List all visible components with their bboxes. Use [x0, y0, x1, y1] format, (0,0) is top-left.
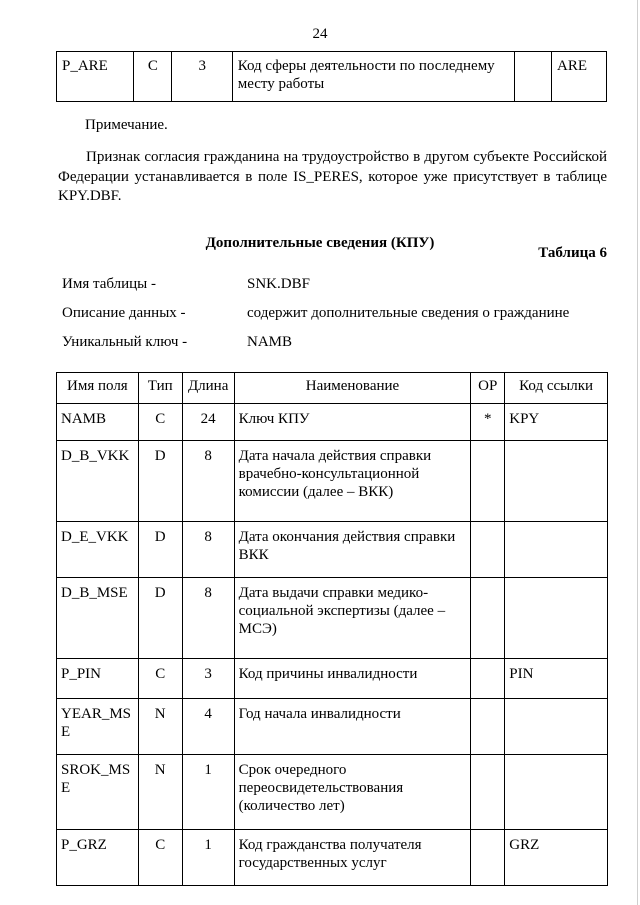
field-name-cell: SROK_MSE [57, 755, 139, 830]
table-row [57, 522, 608, 578]
meta-key-value: NAMB [247, 334, 293, 350]
op-cell [471, 830, 505, 886]
description-cell: Код сферы деятельности по последнему месту работы [232, 52, 514, 102]
field-name-cell: D_E_VKK [57, 522, 139, 578]
length-cell: 8 [182, 441, 234, 522]
type-cell: D [138, 522, 182, 578]
col-header-field: Имя поля [57, 373, 139, 404]
meta-desc-label: Описание данных - [62, 305, 186, 321]
ref-cell [505, 578, 608, 659]
length-cell: 8 [182, 578, 234, 659]
col-header-name: Наименование [234, 373, 471, 404]
note-text: Признак согласия гражданина на трудоустройство в другом субъекте Российской Федерации устанавливается в поле IS_PERES, которое уже присутствует в таблице KPY.DBF. [58, 149, 607, 204]
field-name-cell: D_B_MSE [57, 578, 139, 659]
table-row [57, 404, 608, 441]
meta-name-value: SNK.DBF [247, 276, 310, 292]
type-cell: C [133, 52, 171, 102]
op-cell [471, 522, 505, 578]
field-name-cell: YEAR_MSE [57, 699, 139, 755]
description-cell: Код гражданства получателя государственных услуг [234, 830, 471, 886]
type-cell: C [138, 830, 182, 886]
meta-name-label: Имя таблицы - [62, 276, 156, 292]
description-cell: Дата начала действия справки врачебно-консультационной комиссии (далее – ВКК) [234, 441, 471, 522]
col-header-op: ОР [471, 373, 505, 404]
table-row [57, 699, 608, 755]
length-cell: 4 [182, 699, 234, 755]
op-cell: * [471, 404, 505, 441]
note-label: Примечание. [85, 117, 168, 133]
table-number: Таблица 6 [538, 245, 607, 261]
table-row [57, 755, 608, 830]
col-header-length: Длина [182, 373, 234, 404]
col-header-type: Тип [138, 373, 182, 404]
length-cell: 1 [182, 755, 234, 830]
op-cell [471, 578, 505, 659]
table-row [57, 52, 607, 102]
op-cell [471, 755, 505, 830]
meta-key-label: Уникальный ключ - [62, 334, 188, 350]
table-title [0, 235, 640, 252]
continued-table [56, 51, 607, 102]
type-cell: D [138, 578, 182, 659]
type-cell: D [138, 441, 182, 522]
field-name-cell: D_B_VKK [57, 441, 139, 522]
table-row [57, 659, 608, 699]
field-name-cell: P_GRZ [57, 830, 139, 886]
description-cell: Срок очередного переосвидетельствования (количество лет) [234, 755, 471, 830]
ref-cell [505, 441, 608, 522]
field-name-cell: P_PIN [57, 659, 139, 699]
op-cell [515, 52, 552, 102]
length-cell: 3 [171, 52, 232, 102]
length-cell: 8 [182, 522, 234, 578]
description-cell: Код причины инвалидности [234, 659, 471, 699]
ref-cell: GRZ [505, 830, 608, 886]
table-row [57, 578, 608, 659]
length-cell: 1 [182, 830, 234, 886]
ref-cell [505, 699, 608, 755]
header-row [57, 373, 608, 404]
description-cell: Ключ КПУ [234, 404, 471, 441]
type-cell: N [138, 755, 182, 830]
table-row [57, 830, 608, 886]
ref-cell [505, 755, 608, 830]
page-number: 24 [312, 26, 328, 42]
description-cell: Дата окончания действия справки ВКК [234, 522, 471, 578]
ref-cell: PIN [505, 659, 608, 699]
type-cell: N [138, 699, 182, 755]
ref-cell: KPY [505, 404, 608, 441]
op-cell [471, 441, 505, 522]
op-cell [471, 699, 505, 755]
type-cell: C [138, 659, 182, 699]
description-cell: Год начала инвалидности [234, 699, 471, 755]
length-cell: 3 [182, 659, 234, 699]
op-cell [471, 659, 505, 699]
ref-cell: ARE [552, 52, 607, 102]
type-cell: C [138, 404, 182, 441]
table-row [57, 441, 608, 522]
fields-table [56, 372, 608, 886]
col-header-ref: Код ссылки [505, 373, 608, 404]
field-name-cell: P_ARE [57, 52, 134, 102]
page-edge [637, 0, 638, 905]
field-name-cell: NAMB [57, 404, 139, 441]
meta-desc-value: содержит дополнительные сведения о гражданине [247, 305, 570, 321]
table-title-text: Дополнительные сведения (КПУ) [205, 235, 435, 251]
description-cell: Дата выдачи справки медико-социальной экспертизы (далее – МСЭ) [234, 578, 471, 659]
length-cell: 24 [182, 404, 234, 441]
ref-cell [505, 522, 608, 578]
